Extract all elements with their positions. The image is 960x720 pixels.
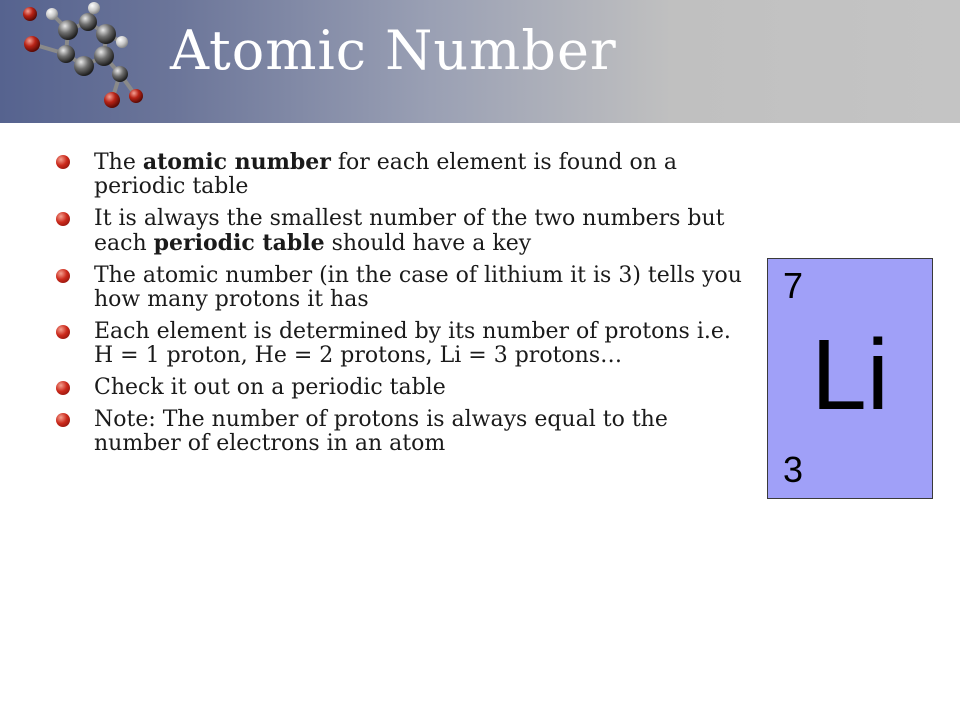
- red-sphere-bullet-icon: [56, 381, 70, 395]
- slide-title: Atomic Number: [170, 19, 617, 82]
- bullet-text-bold: periodic table: [153, 230, 325, 256]
- bullet-text: Note: The number of protons is always equal to the number of electrons in an atom: [94, 407, 668, 456]
- bullet-item: [55, 320, 755, 368]
- bullet-text: The: [94, 150, 143, 175]
- bullet-text: The atomic number (in the case of lithium it is 3) tells you how many protons it has: [94, 263, 742, 312]
- bullet-text: for each element is found on a periodic table: [94, 150, 678, 199]
- bullet-text: It is always the smallest number of the two numbers but each: [94, 206, 725, 256]
- red-sphere-bullet-icon: [56, 269, 70, 283]
- bullet-item: [55, 264, 755, 312]
- element-symbol: Li: [811, 319, 889, 431]
- bullet-list: [55, 150, 755, 464]
- red-sphere-bullet-icon: [56, 155, 70, 169]
- atomic-number: 3: [783, 449, 804, 490]
- red-sphere-bullet-icon: [56, 413, 70, 427]
- slide-header: [0, 0, 960, 123]
- molecule-model-icon: [18, 0, 148, 120]
- bullet-text: should have a key: [324, 231, 532, 256]
- bullet-item: [55, 408, 755, 456]
- bullet-item: [55, 207, 755, 256]
- bullet-text-bold: atomic number: [142, 149, 331, 175]
- bullet-text: Check it out on a periodic table: [94, 375, 446, 400]
- red-sphere-bullet-icon: [56, 325, 70, 339]
- bullet-item: [55, 376, 755, 400]
- periodic-element-card: [767, 258, 933, 499]
- bullet-item: [55, 150, 755, 199]
- red-sphere-bullet-icon: [56, 212, 70, 226]
- bullet-text: Each element is determined by its number of protons i.e. H = 1 proton, He = 2 protons, Li = 3 protons…: [94, 319, 731, 368]
- mass-number: 7: [783, 265, 804, 306]
